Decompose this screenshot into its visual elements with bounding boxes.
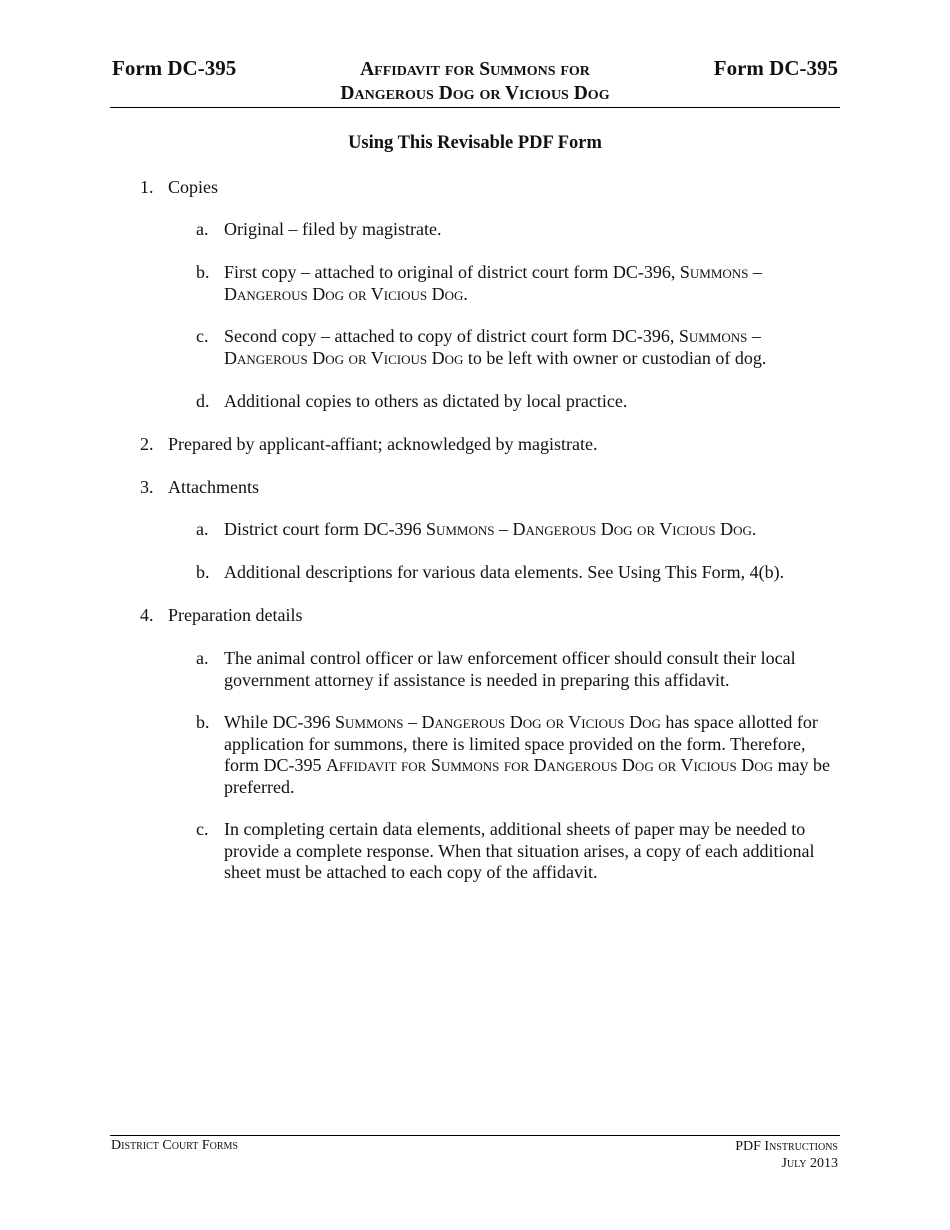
item-text [224,262,836,305]
item-number: d. [196,391,210,411]
item-text: In completing certain data elements, additional sheets of paper may be needed to provide a complete response. When that situation arises, a copy of each additional sheet must be attached to each copy of the affidavit. [224,819,815,882]
item-text-part: . [751,519,757,539]
item-text [224,326,836,369]
item-number: a. [196,648,209,668]
section-number: 1. [140,177,154,197]
item-text-part: to be left with owner or custodian of dog. [463,347,767,368]
item-number: b. [196,262,210,282]
section-number: 4. [140,605,154,625]
item-text: The animal control officer or law enforcement officer should consult their local government attorney if assistance is needed in preparing this affidavit. [224,648,796,690]
form-reference: Summons – Dangerous Dog or Vicious Dog [334,712,661,732]
item-text [224,519,836,541]
item-text-part: Second copy – attached to copy of district court form DC-396, [224,326,679,346]
form-reference: Summons – Dangerous Dog or Vicious Dog [224,262,762,304]
form-reference: Summons – Dangerous Dog or Vicious Dog [425,519,752,539]
form-number-left: Form DC-395 [112,56,237,80]
form-reference: Summons – Dangerous Dog or Vicious Dog [224,326,761,368]
page-subtitle: Using This Revisable PDF Form [348,133,602,153]
page-header [110,56,840,108]
item-number: c. [196,819,209,839]
footer-left: District Court Forms [111,1138,238,1153]
item-text: Original – filed by magistrate. [224,219,442,239]
form-title-line2: Dangerous Dog or Vicious Dog [340,83,610,104]
form-title-line1: Affidavit for Summons for [360,59,590,80]
item-number: b. [196,712,210,732]
footer-right-line1: PDF Instructions [735,1139,838,1154]
footer-right [735,1138,838,1172]
section-label: Prepared by applicant-affiant; acknowledged by magistrate. [168,434,598,454]
item-text-part: has space allotted for application for summons, there is limited space provided on the form. Therefore, form DC-395 [224,712,818,775]
section-label: Copies [168,177,219,197]
item-number: b. [196,562,210,582]
section-number: 2. [140,434,154,454]
item-text: Additional descriptions for various data elements. See Using This Form, 4(b). [224,562,785,582]
item-text-part: may be preferred. [224,755,831,797]
section-label: Preparation details [168,605,303,625]
item-number: c. [196,326,209,346]
section-number: 3. [140,477,154,497]
item-text: Additional copies to others as dictated by local practice. [224,391,628,411]
form-number-right: Form DC-395 [713,56,838,80]
item-text-part: . [463,283,468,304]
section-label: Attachments [168,477,259,497]
footer-divider [110,1135,840,1136]
item-number: a. [196,219,209,239]
item-text-part: While DC-396 [224,712,335,732]
footer-right-line2: July 2013 [781,1156,838,1171]
form-reference: Affidavit for Summons for Dangerous Dog or Vicious Dog [326,755,774,775]
item-text-part: District court form DC-396 [224,519,426,539]
item-text [224,712,836,798]
item-text-part: First copy – attached to original of district court form DC-396, [224,262,680,282]
item-number: a. [196,519,209,539]
